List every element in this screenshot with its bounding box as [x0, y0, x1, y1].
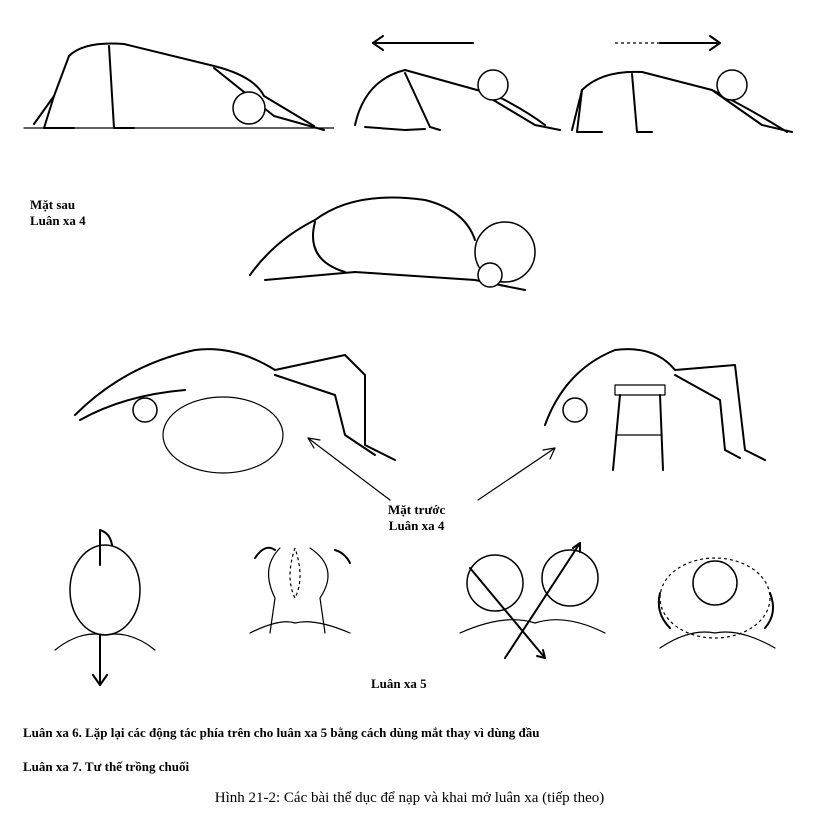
cat-stretch-figure-3: [562, 60, 797, 140]
front-label-line2: Luân xa 4: [388, 518, 445, 533]
figure-caption: Hình 21-2: Các bài thể dục để nạp và khai mở luân xa (tiếp theo): [214, 790, 605, 806]
back-label-line1: Mặt sau: [30, 197, 76, 212]
front-label-line1: Mặt trước: [388, 502, 446, 517]
pointer-arrows: [300, 420, 600, 510]
right-arrow: [610, 33, 725, 53]
back-label: [30, 197, 86, 229]
left-arrow: [368, 33, 478, 53]
back-label-line2: Luân xa 4: [30, 213, 86, 228]
cat-stretch-figure-1: [14, 36, 334, 136]
chakra7-note: Luân xa 7. Tư thế trồng chuối: [23, 759, 190, 774]
head-turn-figure: [240, 538, 360, 638]
head-tilt-figure: [455, 538, 610, 663]
head-circle-figure: [650, 548, 785, 653]
front-label: [388, 502, 445, 534]
head-nod-figure: [50, 525, 160, 690]
chakra5-label: Luân xa 5: [371, 676, 427, 691]
cat-stretch-figure-2: [345, 55, 565, 140]
child-pose-figure: [235, 180, 555, 300]
chakra6-note: Luân xa 6. Lặp lại các động tác phía trên cho luân xa 5 bằng cách dùng mắt thay vì dùng đầu: [23, 725, 540, 740]
